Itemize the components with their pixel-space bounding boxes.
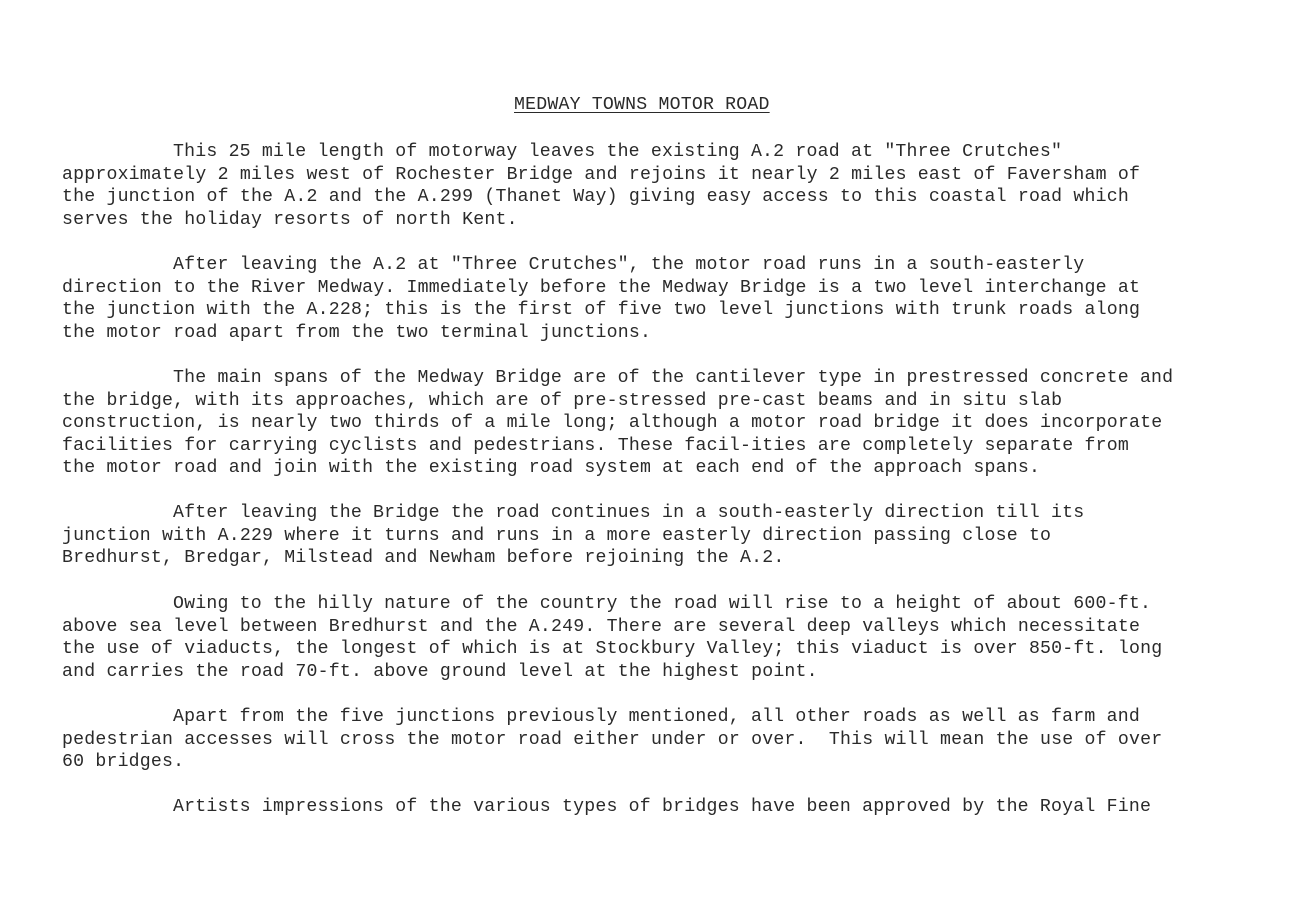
paragraph-line: Bredhurst, Bredgar, Milstead and Newham before rejoining the A.2. bbox=[62, 548, 785, 569]
paragraph-line: the junction of the A.2 and the A.299 (Thanet Way) giving easy access to this coastal road which bbox=[62, 187, 1129, 208]
paragraph-artists-impressions bbox=[62, 796, 1262, 819]
paragraph-line: direction to the River Medway. Immediately before the Medway Bridge is a two level interchange at bbox=[62, 277, 1141, 298]
paragraph-line: the motor road apart from the two terminal junctions. bbox=[62, 322, 652, 343]
paragraph-line: approximately 2 miles west of Rochester Bridge and rejoins it nearly 2 miles east of Faversham of bbox=[62, 164, 1141, 185]
paragraph-line: Artists impressions of the various types of bridges have been approved by the Royal Fine bbox=[173, 797, 1152, 817]
paragraph-line: This 25 mile length of motorway leaves the existing A.2 road at "Three Crutches" bbox=[173, 142, 1063, 162]
paragraph-line: serves the holiday resorts of north Kent. bbox=[62, 209, 518, 230]
paragraph-line: After leaving the Bridge the road continues in a south-easterly direction till its bbox=[173, 503, 1085, 523]
paragraph-line: and carries the road 70-ft. above ground level at the highest point. bbox=[62, 661, 818, 682]
paragraph-line: Apart from the five junctions previously mentioned, all other roads as well as farm and bbox=[173, 707, 1140, 727]
paragraph-line: construction, is nearly two thirds of a mile long; although a motor road bridge it does incorporate bbox=[62, 413, 1163, 434]
paragraph-line: junction with A.229 where it turns and runs in a more easterly direction passing close to bbox=[62, 525, 1052, 546]
paragraph-line: facilities for carrying cyclists and pedestrians. These facil-ities are completely separate from bbox=[62, 435, 1129, 456]
paragraph-intro bbox=[62, 141, 1262, 231]
paragraph-line: the use of viaducts, the longest of which is at Stockbury Valley; this viaduct is over 850-ft. long bbox=[62, 639, 1163, 660]
paragraph-line: the bridge, with its approaches, which are of pre-stressed pre-cast beams and in situ slab bbox=[62, 390, 1063, 411]
paragraph-junctions-bridges bbox=[62, 706, 1262, 774]
paragraph-hilly-terrain bbox=[62, 593, 1262, 683]
paragraph-line: the junction with the A.228; this is the first of five two level junctions with trunk roads along bbox=[62, 300, 1141, 321]
paragraph-line: After leaving the A.2 at "Three Crutches", the motor road runs in a south-easterly bbox=[173, 255, 1085, 275]
paragraph-line: Owing to the hilly nature of the country the road will rise to a height of about 600-ft. bbox=[173, 594, 1152, 614]
document-title: MEDWAY TOWNS MOTOR ROAD bbox=[514, 95, 770, 115]
paragraph-line: The main spans of the Medway Bridge are of the cantilever type in prestressed concrete and bbox=[173, 368, 1174, 388]
paragraph-line: the motor road and join with the existing road system at each end of the approach spans. bbox=[62, 458, 1041, 479]
paragraph-line: above sea level between Bredhurst and the A.249. There are several deep valleys which necessitate bbox=[62, 616, 1141, 637]
paragraph-medway-bridge bbox=[62, 367, 1262, 480]
paragraph-after-bridge bbox=[62, 502, 1262, 570]
paragraph-line: pedestrian accesses will cross the motor road either under or over. This will mean the use of over bbox=[62, 729, 1163, 750]
paragraph-route-to-medway bbox=[62, 254, 1262, 344]
paragraph-line: 60 bridges. bbox=[62, 752, 185, 773]
